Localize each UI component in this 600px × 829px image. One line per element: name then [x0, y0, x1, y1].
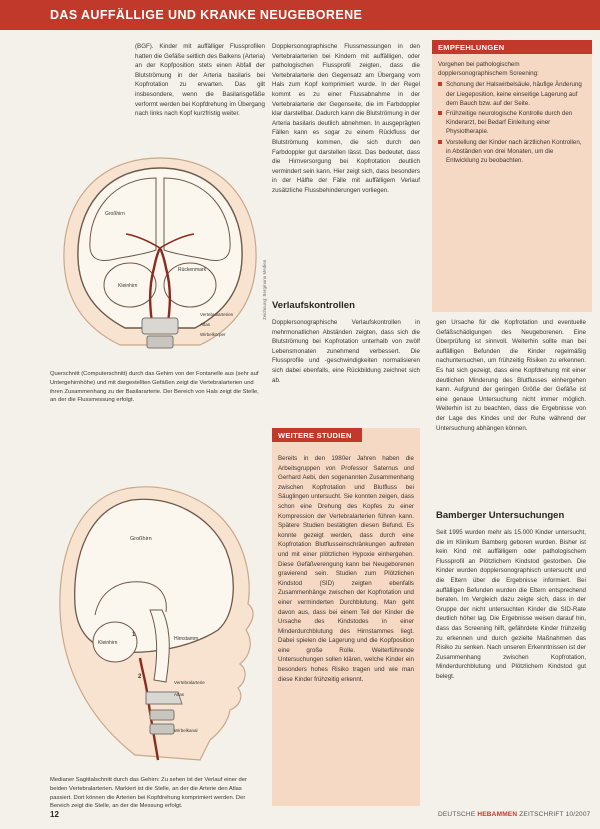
figure-bottom-caption: Medianer Sagittalschnitt durch das Gehirn: Zu sehen ist der Verlauf einer der beiden Vertebralarterien. Markiert ist die Stelle, an der die Arterie den Atlas passiert. Dort können die Arterien bei Kopfdrehung komprimiert werden. Der Bereich zeigt die Stelle, an der die Messung erfolgt.	[50, 777, 247, 810]
label-vertebral-body: Wirbelkörper	[200, 332, 226, 337]
list-item: Schonung der Halswirbelsäule, häufige Änderung der Liegeposition, keine einseitige Lagerung auf dem Bauch bzw. auf der Seite.	[438, 80, 586, 108]
sagittal-section-illustration	[50, 470, 270, 770]
column-c-text	[436, 318, 586, 433]
label-atlas: Atlas	[200, 322, 211, 327]
coronal-section-illustration	[50, 150, 270, 360]
column-a-top-text	[135, 42, 265, 119]
recommendations-box	[432, 40, 592, 312]
label-cerebrum: Großhirn	[130, 536, 152, 542]
column-c-bamberg-text	[436, 528, 586, 682]
journal-footer	[438, 811, 591, 818]
recommendations-body	[438, 60, 586, 166]
label-spine: Wirbelkanal	[174, 728, 198, 733]
recommendations-intro: Vorgehen bei pathologischem dopplersonographischem Screening:	[438, 61, 539, 78]
label-cerebrum: Großhirn	[105, 211, 125, 217]
further-studies-box	[272, 428, 420, 806]
paragraph: gen Ursache für die Kopfrotation und eventuelle Gefäßschädigungen des Neugeborenen. Eine Überprüfung ist sinnvoll. Weiterhin sollte man bei auffälligen Befunden die Kinder regelmäßig nachuntersuchen, um frühzeitig Risiken zu erkennen. Es hat sich gezeigt, dass eine Kopfdrehung mit einer deutlichen Minderung des Blutflusses einhergehen kann. Aufgrund der geringen Größe der Gefäße ist eine genaue Untersuchung nicht immer möglich. Weiterhin ist zu beachten, dass die Ergebnisse von der Lage des Kindes und der Ruhe während der Untersuchung abhängen können.	[436, 319, 586, 432]
label-cerebellum-right: Rückenmark	[178, 267, 207, 273]
label-brainstem: Hirnstamm	[174, 636, 199, 642]
spine-segment	[150, 710, 174, 720]
journal-suffix: ZEITSCHRIFT 10/2007	[517, 811, 591, 818]
marker-1: 1	[132, 632, 136, 638]
column-b-mid-text	[272, 318, 420, 385]
label-cerebellum: Kleinhirn	[98, 640, 118, 646]
label-cerebellum-left: Kleinhirn	[118, 283, 138, 289]
recommendations-label: EMPFEHLUNGEN	[432, 40, 592, 54]
label-atlas: Atlas	[174, 692, 185, 697]
page-number: 12	[50, 810, 59, 819]
marker-2: 2	[138, 674, 142, 680]
vertebral-body	[147, 336, 173, 348]
journal-prefix: DEUTSCHE	[438, 811, 478, 818]
further-studies-label: WEITERE STUDIEN	[272, 428, 362, 442]
label-vertebral: Vertebralarterien	[200, 312, 234, 317]
section-title: DAS AUFFÄLLIGE UND KRANKE NEUGEBORENE	[50, 8, 363, 22]
label-vertebral: Vertebralarterie	[174, 680, 205, 685]
paragraph: Dopplersonographische Flussmessungen in den Vertebralarterien bei Kindern mit auffälligen, oder pathologischen Flussprofil zeigten, dass die Vertebralarterie den Gegensatz am Übergang vom Hals zum Kopf komprimiert wurde. In der Regel kommt es zu einer Flussabnahme in der Vertebralarterie der Gegenseite, die im Farbdoppler klar darstellbar. Dadurch kann die Blutströmung in der Arteria basilaris deutlich abnehmen. In ausgeprägten Fällen kann es sogar zu einem Rückfluss der Blutströmung kommen, die sich durch den Farbdoppler gut darstellen lässt. Das bedeutet, dass die Hirnversorgung bei Kopfrotation deutlich vermindert sein kann. Hier zeigt sich, dass besonders in der Hälfte der Fälle mit auffälligem Verlauf zusätzliche Flussbehinderungen vorliegen.	[272, 43, 420, 194]
heading-bamberger: Bamberger Untersuchungen	[436, 510, 565, 521]
spine-segment	[150, 724, 174, 734]
paragraph: (BGF). Kinder mit auffälliger Flussprofilen hatten die Gefäße seitlich des Balkens (Arteria) an der Kopfposition stets einen Abfall der Blutströmung in der Arteria basilaris bei Kopfrotation zu erwarten. Das gilt insbesondere, wenn die Basilarisgefäße verformt werden bei Kopfdrehung im Übergang nach links nach Kopf kurzfristig weiter.	[135, 43, 265, 118]
list-item: Frühzeitige neurologische Kontrolle durch den Kinderarzt, bei Bedarf Einleitung einer Physiotherapie.	[438, 109, 586, 137]
recommendations-list	[438, 80, 586, 165]
heading-verlaufskontrollen: Verlaufskontrollen	[272, 300, 355, 311]
header-bar	[0, 0, 600, 30]
journal-name: HEBAMMEN	[477, 811, 518, 818]
illustration-credit: Zeichnung: Bergmann Medien	[262, 259, 267, 320]
column-b-top-text	[272, 42, 420, 196]
paragraph: Dopplersonographische Verlaufskontrollen in mehrmonatlichen Abständen zeigten, dass sich die Blutströmung bei Kopfrotation unterhalb von zwölf Lebensmonaten zunehmend verbessert. Die Flussprofile und -geschwindigkeiten normalisieren sich dabei ebenfalls, eine Rückbildung zeichnet sich ab.	[272, 319, 420, 384]
further-studies-text: Bereits in den 1980er Jahren haben die Arbeitsgruppen von Professor Saternus und Gerhard Aebi, den sogenannten Zusammenhang zwischen Kopfrotation und Blutfluss bei Säuglingen untersucht. Sie konnten zeigen, dass schon eine Drehung des Kopfes zu einer Kompression der Vertebralarterien führen kann. Spätere Studien bestätigten diesen Befund. Es konnte gezeigt werden, dass durch eine Kopfrotation Blutflusseinschränkungen auftreten und mit einer plötzlichen Hypoxie einhergehen. Diese Gefäßverengung kann bei Neugeborenen gravierend sein. Studien zum Plötzlichen Kindstod (SID) zeigten ebenfalls Zusammenhänge zwischen der Kopfrotation und einer verminderten Durchblutung. Man geht davon aus, dass bei einem Teil der Kinder die Ursache des Kindstodes in einer Minderdurchblutung des Hirnstammes liegt. Dabei spielen die Lagerung und die Kopfposition eine große Rolle. Weiterführende Untersuchungen sollen klären, welche Kinder ein besonders hohes Risiko tragen und wie man diese Kinder frühzeitig erkennt.	[278, 455, 414, 683]
figure-top-caption: Querschnitt (Computerschnitt) durch das Gehirn von der Fontanelle aus (sehr auf Untergehirnhöhe) und mit dargestellten Gefäßen zeigt die Vertebralarterien und ihren Zusammenhang zu der Basilararterie. Der Bereich von Hals zeigt die Stelle, an der die Flussmessung erfolgt.	[50, 371, 259, 404]
paragraph: Seit 1995 wurden mehr als 15.000 Kinder untersucht, die im Klinikum Bamberg geboren wurden. Bisher ist kein Kind mit auffälligem oder pathologischem Flussprofil an Plötzlichem Kindstod gestorben. Die Kinder wurden dopplersonographisch untersucht und die Eltern über die Ergebnisse informiert. Bei auffälligen Befunden wurden die Eltern entsprechend beraten. Im Vergleich dazu zeigte sich, dass in der Gruppe der nicht untersuchten Kinder die SID-Rate deutlich höher lag. Die Ergebnisse weisen darauf hin, dass das Screening hilft, gefährdete Kinder frühzeitig zu erkennen und durch gezielte Maßnahmen das Risiko zu senken. Nach unseren Erkenntnissen ist der Zusammenhang zwischen Kopfrotation, Minderdurchblutung und Plötzlichem Kindstod gut belegt.	[436, 529, 586, 680]
list-item: Vorstellung der Kinder nach ärztlichen Kontrollen, in Abständen von drei Monaten, um die Entwicklung zu beobachten.	[438, 138, 586, 166]
atlas-vertebra	[142, 318, 178, 334]
